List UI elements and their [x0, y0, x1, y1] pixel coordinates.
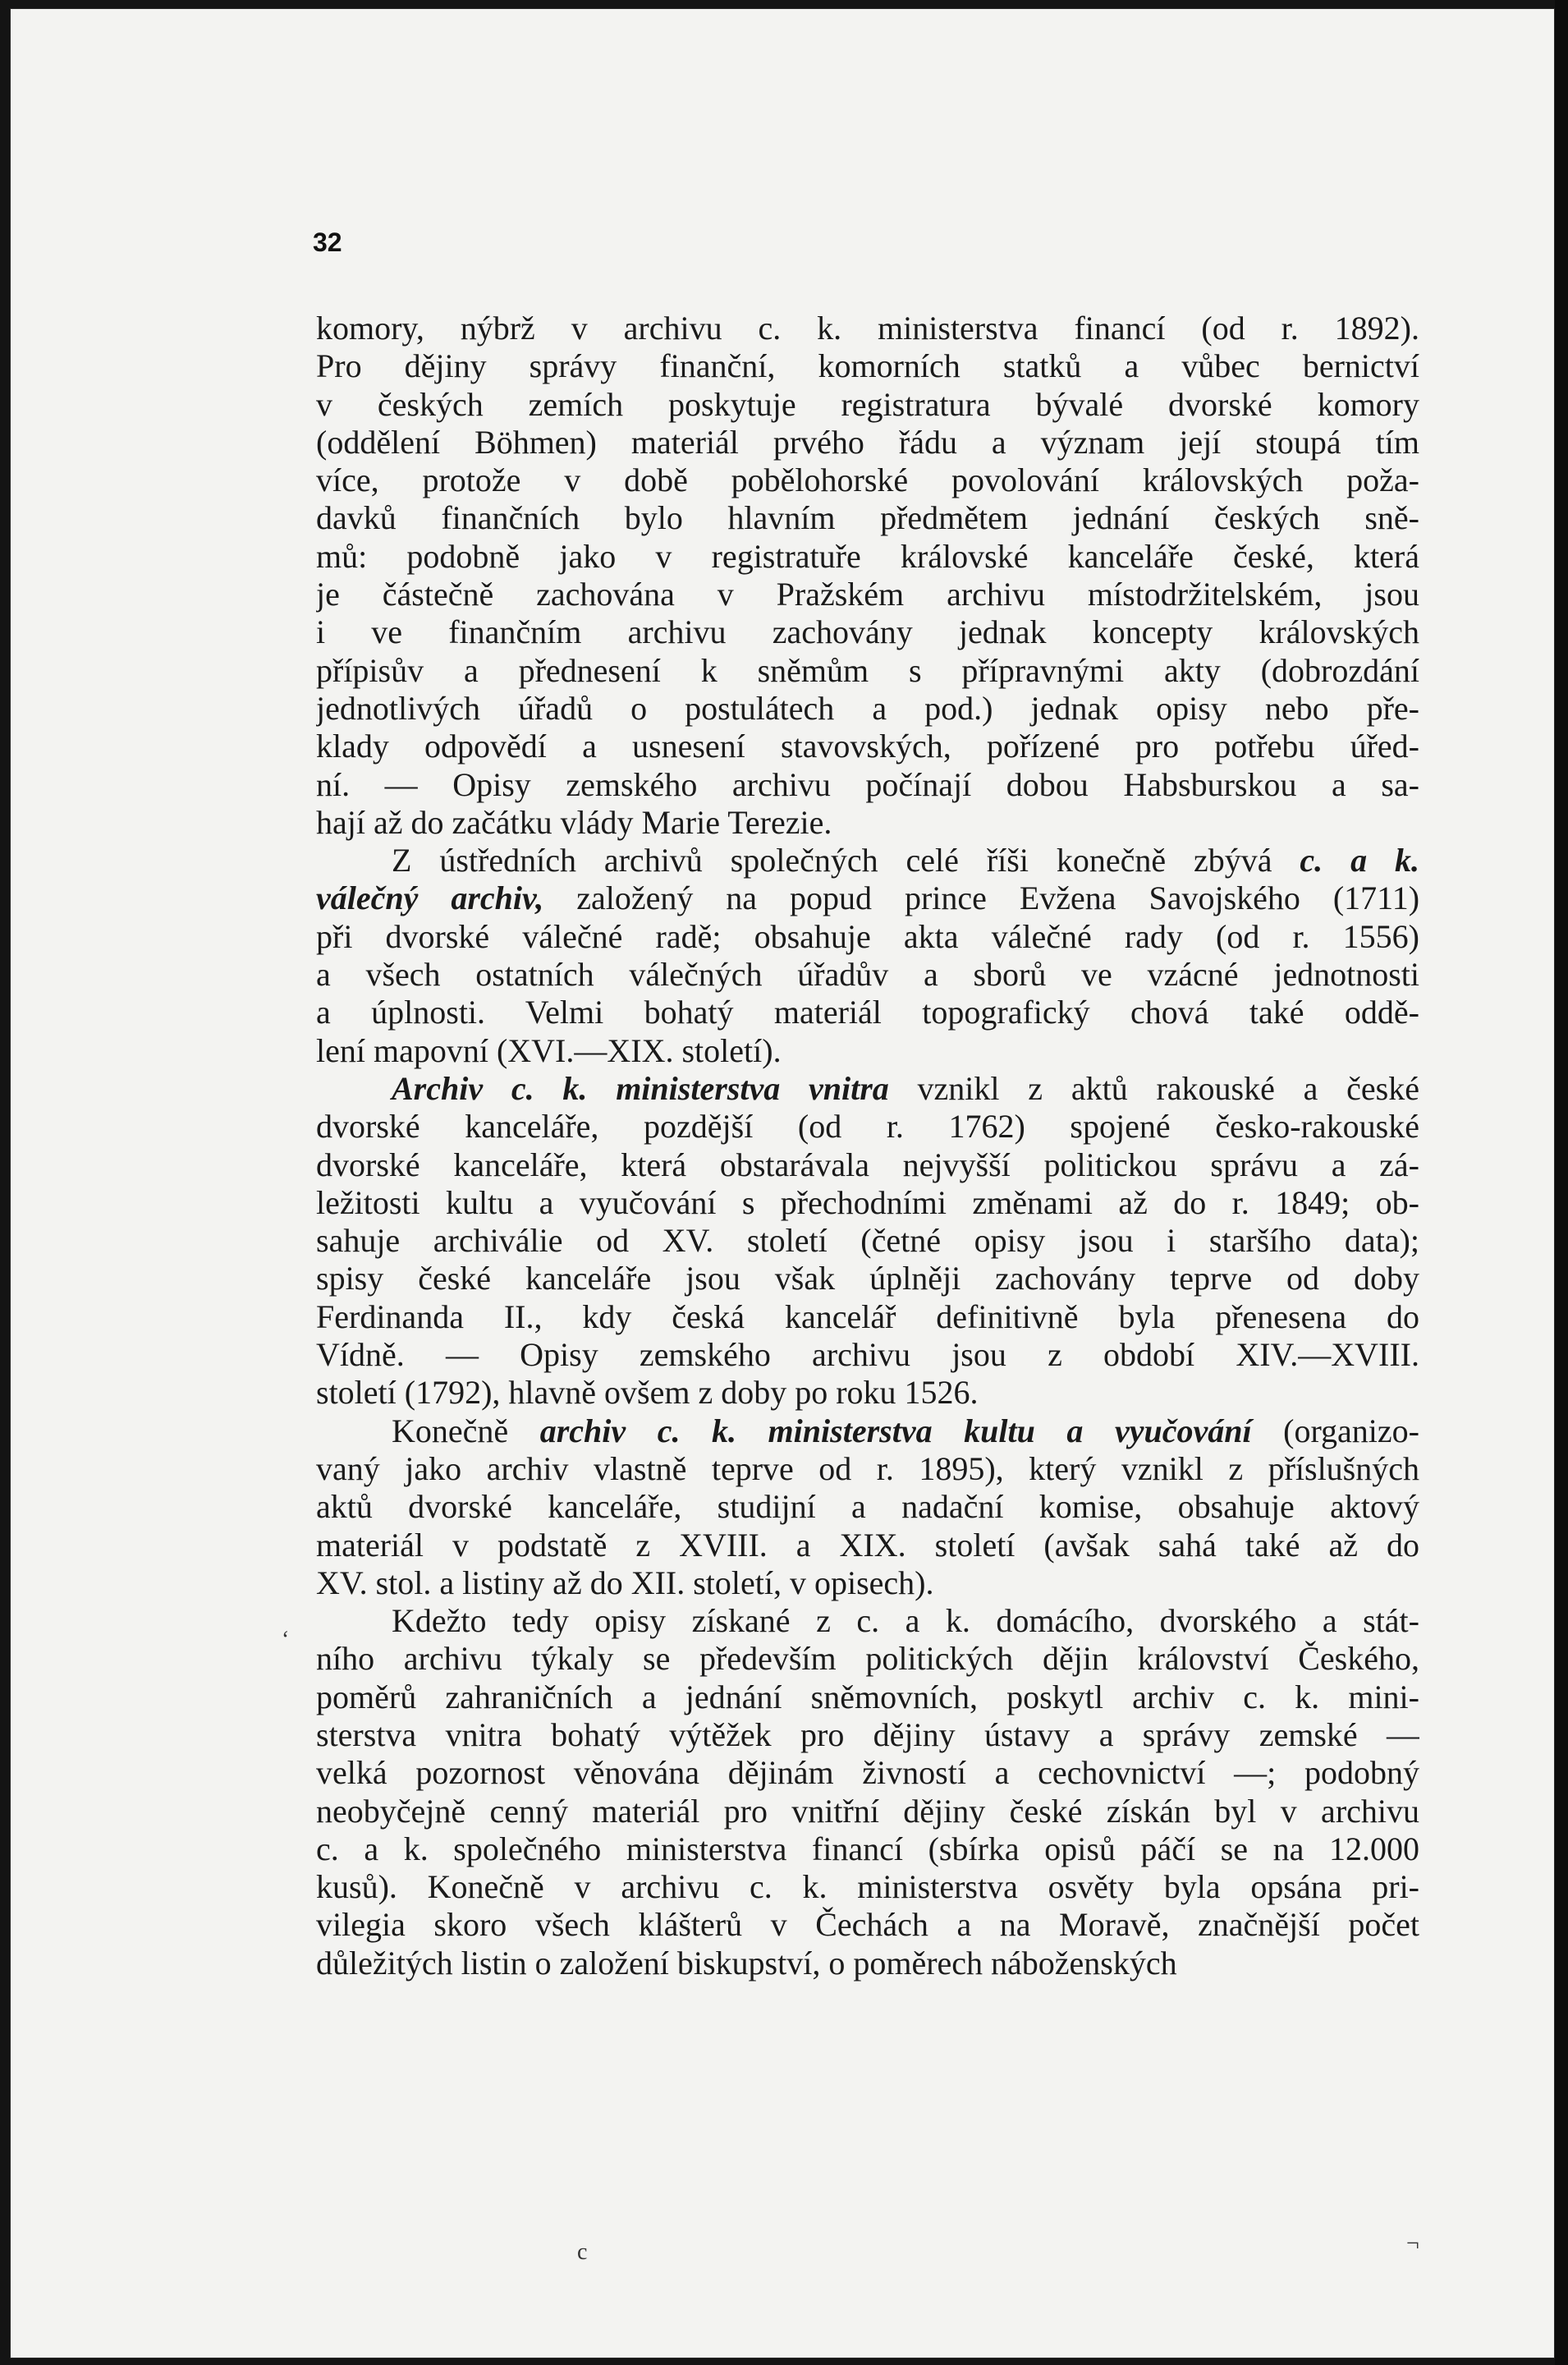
text-line: vilegia skoro všech klášterů v Čechách a na Moravě, značnější počet: [316, 1906, 1419, 1944]
text-line: materiál v podstatě z XVIII. a XIX. století (avšak sahá také až do: [316, 1526, 1419, 1564]
text-line: ležitosti kultu a vyučování s přechodními změnami až do r. 1849; ob-: [316, 1183, 1419, 1221]
text-line: aktů dvorské kanceláře, studijní a nadační komise, obsahuje aktový: [316, 1488, 1419, 1526]
page-number: 32: [313, 227, 342, 257]
text-line: [316, 1412, 1419, 1450]
text-line: [316, 1070, 1419, 1108]
text-line: důležitých listin o založení biskupství, o poměrech náboženských: [316, 1944, 1177, 1982]
text-line: a úplnosti. Velmi bohatý materiál topografický chová také oddě-: [316, 994, 1419, 1031]
text-line: vaný jako archiv vlastně teprve od r. 1895), který vznikl z příslušných: [316, 1449, 1419, 1487]
text-line: [316, 879, 1419, 917]
text-line: komory, nýbrž v archivu c. k. ministerstva financí (od r. 1892).: [316, 310, 1419, 347]
text-run: založený na popud prince Evžena Savojského (1711): [543, 879, 1419, 917]
book-page: [10, 8, 1555, 2358]
text-line: (oddělení Böhmen) materiál prvého řádu a význam její stoupá tím: [316, 423, 1419, 461]
text-line: ní. — Opisy zemského archivu počínají dobou Habsburskou a sa-: [316, 765, 1419, 803]
text-line: více, protože v době pobělohorské povolování královských poža-: [316, 462, 1419, 499]
text-line: kusů). Konečně v archivu c. k. ministerstva osvěty byla opsána pri-: [316, 1868, 1419, 1906]
text-line: Kdežto tedy opisy získané z c. a k. domácího, dvorského a stát-: [392, 1602, 1419, 1640]
text-line: Vídně. — Opisy zemského archivu jsou z období XIV.—XVIII.: [316, 1336, 1419, 1374]
text-line: poměrů zahraničních a jednání sněmovních, poskytl archiv c. k. mini-: [316, 1678, 1419, 1715]
text-line: století (1792), hlavně ovšem z doby po roku 1526.: [316, 1374, 979, 1412]
text-line: dvorské kanceláře, pozdější (od r. 1762) spojené česko-rakouské: [316, 1108, 1419, 1146]
text-line: Pro dějiny správy finanční, komorních statků a vůbec bernictví: [316, 347, 1419, 385]
text-line: lení mapovní (XVI.—XIX. století).: [316, 1031, 782, 1069]
text-line: klady odpovědí a usnesení stavovských, pořízené pro potřebu úřed-: [316, 728, 1419, 765]
text-line: sahuje archiválie od XV. století (četné opisy jsou i staršího data);: [316, 1222, 1419, 1260]
text-run: Konečně: [392, 1412, 540, 1449]
text-line: a všech ostatních válečných úřadův a sborů ve vzácné jednotnosti: [316, 956, 1419, 994]
scan-edge: [1555, 0, 1568, 2365]
scan-mark: ¬: [1406, 2231, 1419, 2257]
scan-mark: c: [577, 2239, 588, 2265]
emphasis-text: válečný archiv,: [316, 879, 544, 917]
text-line: při dvorské válečné radě; obsahuje akta válečné rady (od r. 1556): [316, 917, 1419, 955]
text-line: sterstva vnitra bohatý výtěžek pro dějiny ústavy a správy zemské —: [316, 1715, 1419, 1753]
text-line: davků finančních bylo hlavním předmětem jednání českých sně-: [316, 499, 1419, 537]
text-line: i ve finančním archivu zachovány jednak koncepty královských: [316, 613, 1419, 651]
text-line: dvorské kanceláře, která obstarávala nejvyšší politickou správu a zá-: [316, 1146, 1419, 1183]
text-run: Z ústředních archivů společných celé říši konečně zbývá: [392, 842, 1300, 879]
text-line: c. a k. společného ministerstva financí (sbírka opisů páčí se na 12.000: [316, 1830, 1419, 1867]
text-line: jednotlivých úřadů o postulátech a pod.) jednak opisy nebo pře-: [316, 689, 1419, 727]
emphasis-text: archiv c. k. ministerstva kultu a vyučování: [539, 1412, 1252, 1449]
emphasis-text: c. a k.: [1300, 842, 1419, 879]
text-line: [316, 842, 1419, 879]
text-line: mů: podobně jako v registratuře královské kanceláře české, která: [316, 537, 1419, 575]
text-run: vznikl z aktů rakouské a české: [888, 1069, 1419, 1107]
text-line: v českých zemích poskytuje registratura bývalé dvorské komory: [316, 385, 1419, 423]
body-text: [316, 310, 1419, 1982]
emphasis-text: Archiv c. k. ministerstva vnitra: [392, 1069, 889, 1107]
text-line: přípisův a přednesení k sněmům s přípravnými akty (dobrozdání: [316, 651, 1419, 689]
text-run: (organizo-: [1251, 1412, 1419, 1449]
text-line: hají až do začátku vlády Marie Terezie.: [316, 803, 832, 841]
text-line: je částečně zachována v Pražském archivu místodržitelském, jsou: [316, 576, 1419, 613]
text-line: Ferdinanda II., kdy česká kancelář definitivně byla přenesena do: [316, 1297, 1419, 1335]
text-line: spisy české kanceláře jsou však úplněji zachovány teprve od doby: [316, 1260, 1419, 1297]
text-line: neobyčejně cenný materiál pro vnitřní dějiny české získán byl v archivu: [316, 1792, 1419, 1830]
text-line: ního archivu týkaly se především politických dějin království Českého,: [316, 1640, 1419, 1678]
text-line: velká pozornost věnována dějinám živností a cechovnictví —; podobný: [316, 1754, 1419, 1792]
text-line: XV. stol. a listiny až do XII. století, v opisech).: [316, 1564, 934, 1601]
scan-mark: ‘: [282, 1627, 290, 1652]
